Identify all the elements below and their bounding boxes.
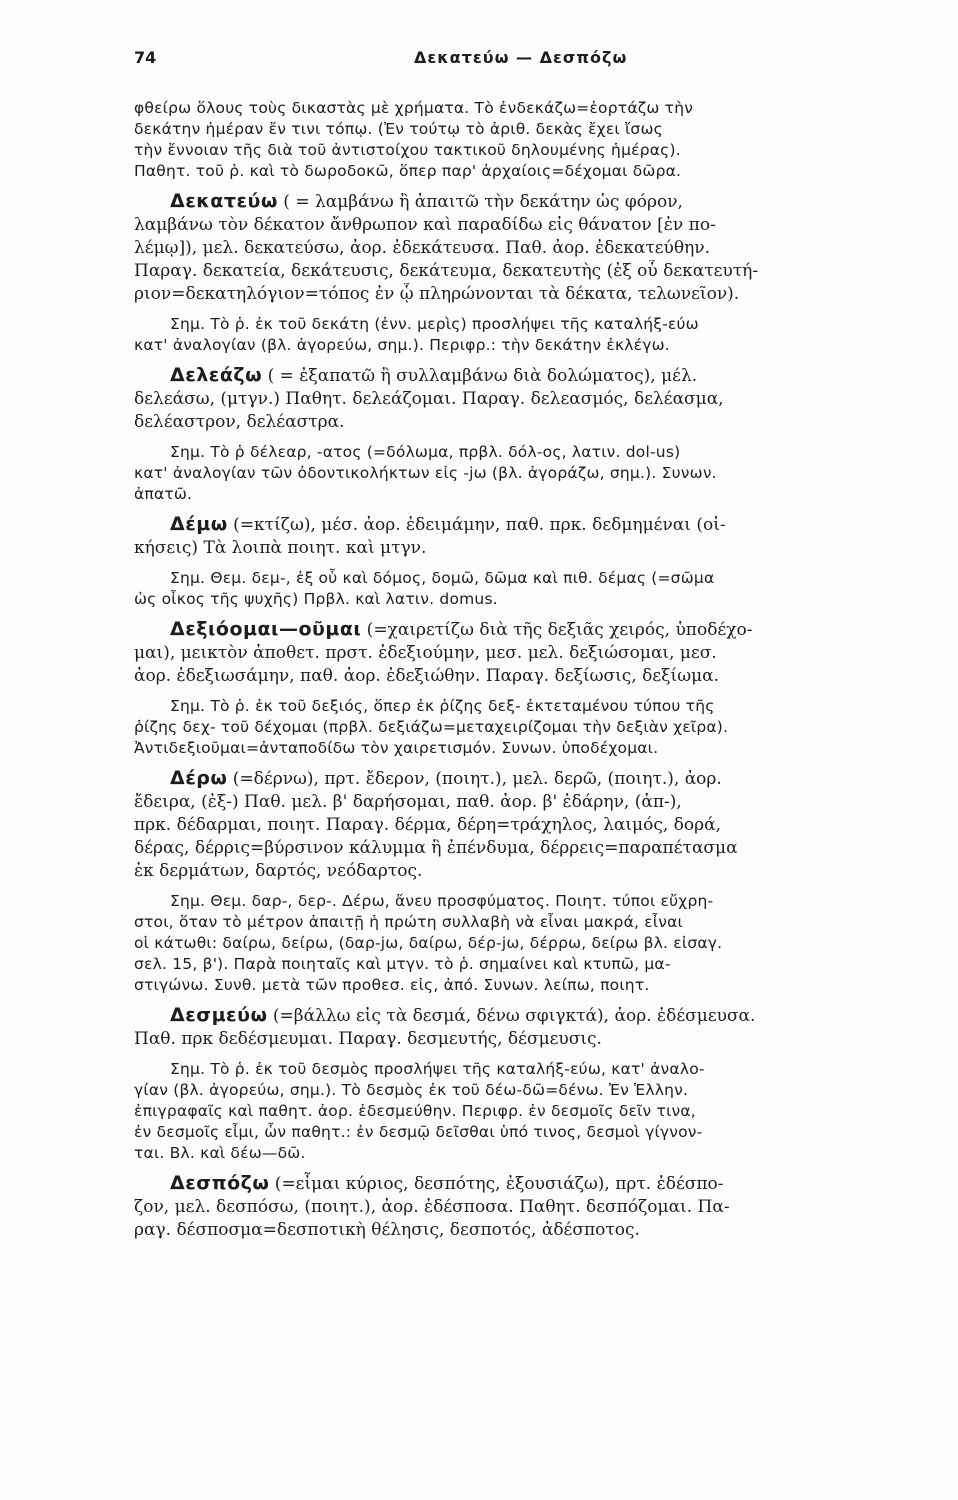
entry-line: στιγώνω. Συνθ. μετὰ τῶν προθεσ. εἰς, ἀπό. Συνων. λείπω, ποιητ. — [134, 976, 650, 994]
entry-line: στοι, ὅταν τὸ μέτρον ἀπαιτῇ ἡ πρώτη συλλαβὴ νὰ εἶναι μακρά, εἶναι — [134, 913, 683, 931]
dictionary-entry — [134, 190, 924, 306]
entry-lemma: Δέμω — [170, 513, 228, 535]
entry-line: πρκ. δέδαρμαι, ποιητ. Παραγ. δέρμα, δέρη=τράχηλος, λαιμός, δορά, — [134, 815, 721, 835]
entry-first-line — [134, 314, 924, 335]
entry-first-text: (=χαιρετίζω διὰ τῆς δεξιᾶς χειρός, ὑποδέχο- — [361, 620, 753, 640]
entry-line: γίαν (βλ. ἀγορεύω, σημ.). Τὸ δεσμὸς ἐκ τοῦ δέω-δῶ=δένω. Ἐν Ἑλλην. — [134, 1081, 689, 1099]
entry-first-text: (=κτίζω), μέσ. ἀορ. ἐδειμάμην, παθ. πρκ. δεδμημέναι (οἰ- — [227, 515, 726, 535]
page-header — [134, 44, 894, 74]
entry-line: τὴν ἔννοιαν τῆς διὰ τοῦ ἀντιστοίχου τακτικοῦ δηλουμένης ἡμέρας). — [134, 141, 681, 159]
entry-note — [134, 696, 924, 759]
entry-line: ται. Βλ. καὶ δέω—δῶ. — [134, 1144, 306, 1162]
entry-note — [134, 1059, 924, 1164]
entry-line: δέρας, δέρρις=βύρσινον κάλυμμα ἢ ἐπένδυμα, δέρρεις=παραπέτασμα — [134, 838, 738, 858]
entry-line: Ἀντιδεξιοῦμαι=ἀνταποδίδω τὸν χαιρετισμόν. Συνων. ὑποδέχομαι. — [134, 739, 659, 757]
entry-line: ἐκ δερμάτων, δαρτός, νεόδαρτος. — [134, 861, 423, 881]
dictionary-entry — [134, 618, 924, 688]
entry-line: ἐν δεσμοῖς εἶμι, ὧν παθητ.: ἐν δεσμῷ δεῖσθαι ὑπό τινος, δεσμοὶ γίγνον- — [134, 1123, 703, 1141]
entry-first-line — [134, 696, 924, 717]
page-number: 74 — [134, 48, 157, 67]
entry-line: δελέαστρον, δελέαστρα. — [134, 412, 345, 432]
entry-line: ζον, μελ. δεσπόσω, (ποιητ.), ἀορ. ἐδέσποσα. Παθητ. δεσπόζομαι. Πα- — [134, 1197, 730, 1217]
entry-lemma: Δέρω — [170, 767, 228, 789]
entry-line: δελεάσω, (μτγν.) Παθητ. δελεάζομαι. Παραγ. δελεασμός, δελέασμα, — [134, 389, 724, 409]
entry-first-line — [134, 1059, 924, 1080]
dictionary-entry — [134, 767, 924, 883]
entry-lemma: Δεσμεύω — [170, 1004, 268, 1026]
entry-lemma: Δεσπόζω — [170, 1172, 270, 1194]
entry-line: κήσεις) Τὰ λοιπὰ ποιητ. καὶ μτγν. — [134, 538, 427, 558]
dictionary-entry — [134, 513, 924, 560]
entry-first-text: Σημ. Τὸ ῥ. ἐκ τοῦ δεξιός, ὅπερ ἐκ ῥίζης δεξ- ἐκτεταμένου τύπου τῆς — [170, 697, 715, 715]
entry-first-text: ( = ἐξαπατῶ ἢ συλλαμβάνω διὰ δολώματος), μέλ. — [262, 366, 698, 386]
entry-line: ἔδειρα, (ἐξ-) Παθ. μελ. β' δαρήσομαι, παθ. ἀορ. β' ἐδάρην, (ἀπ-), — [134, 792, 682, 812]
entry-line: σελ. 15, β'). Παρὰ ποιηταῖς καὶ μτγν. τὸ ῥ. σημαίνει καὶ κτυπῶ, μα- — [134, 955, 671, 973]
entry-first-line — [134, 364, 924, 388]
entry-first-line — [134, 767, 924, 791]
entry-line: κατ' ἀναλογίαν (βλ. ἀγορεύω, σημ.). Περιφρ.: τὴν δεκάτην ἐκλέγω. — [134, 336, 670, 354]
entry-note — [134, 442, 924, 505]
entries-body — [134, 98, 924, 1250]
entry-lemma: Δεξιόομαι—οῦμαι — [170, 618, 362, 640]
entry-first-line — [134, 568, 924, 589]
entry-line: μαι), μεικτὸν ἀποθετ. πρστ. ἐδεξιούμην, μεσ. μελ. δεξιώσομαι, μεσ. — [134, 643, 717, 663]
entry-line: λέμῳ]), μελ. δεκατεύσω, ἀορ. ἐδεκάτευσα. Παθ. ἀορ. ἐδεκατεύθην. — [134, 238, 711, 258]
entry-line: ἀπατῶ. — [134, 485, 193, 503]
entry-line: οἱ κάτωθι: δαίρω, δείρω, (δαρ-jω, δαίρω, δέρ-jω, δέρρω, δείρω βλ. εἰσαγ. — [134, 934, 723, 952]
entry-line: ραγ. δέσποσμα=δεσποτικὴ θέλησις, δεσποτός, ἀδέσποτος. — [134, 1220, 640, 1240]
dictionary-entry — [134, 1172, 924, 1242]
entry-first-line — [134, 190, 924, 214]
entry-line: δεκάτην ἡμέραν ἔν τινι τόπῳ. (Ἐν τούτῳ τὸ ἀριθ. δεκὰς ἔχει ἴσως — [134, 120, 663, 138]
entry-first-line — [134, 891, 924, 912]
entry-first-line — [134, 1172, 924, 1196]
entry-first-text: (=βάλλω εἰς τὰ δεσμά, δένω σφιγκτά), ἀορ. ἐδέσμευσα. — [267, 1006, 756, 1026]
dictionary-entry — [134, 364, 924, 434]
entry-first-text: Σημ. Τὸ ῥ. ἐκ τοῦ δεκάτη (ἐνν. μερὶς) προσλήψει τῆς καταλήξ-εύω — [170, 315, 699, 333]
entry-line: Παθητ. τοῦ ῥ. καὶ τὸ δωροδοκῶ, ὅπερ παρ' ἀρχαίοις=δέχομαι δῶρα. — [134, 162, 682, 180]
entry-first-text: (=εἶμαι κύριος, δεσπότης, ἐξουσιάζω), πρτ. ἐδέσπο- — [269, 1174, 724, 1194]
entry-line: ριον=δεκατηλόγιον=τόπος ἐν ᾧ πληρώνονται τὰ δέκατα, τελωνεῖον). — [134, 284, 740, 304]
entry-first-text: Σημ. Θεμ. δαρ-, δερ-. Δέρω, ἄνευ προσφύματος. Ποιητ. τύποι εὔχρη- — [170, 892, 714, 910]
entry-note — [134, 98, 924, 182]
entry-first-text: Σημ. Τὸ ῥ δέλεαρ, -ατος (=δόλωμα, πρβλ. δόλ-ος, λατιν. dol-us) — [170, 443, 681, 461]
entry-line: κατ' ἀναλογίαν τῶν ὀδοντικολήκτων εἰς -jω (βλ. ἀγοράζω, σημ.). Συνων. — [134, 464, 717, 482]
entry-first-line — [134, 1004, 924, 1028]
entry-line: ἀορ. ἐδεξιωσάμην, παθ. ἀορ. ἐδεξιώθην. Παραγ. δεξίωσις, δεξίωμα. — [134, 666, 720, 686]
entry-line: Παραγ. δεκατεία, δεκάτευσις, δεκάτευμα, δεκατευτὴς (ἐξ οὗ δεκατευτή- — [134, 261, 759, 281]
entry-lemma: Δεκατεύω — [170, 190, 278, 212]
entry-line: λαμβάνω τὸν δέκατον ἄνθρωπον καὶ παραδίδω εἰς θάνατον [ἐν πο- — [134, 215, 716, 235]
entry-first-text: (=δέρνω), πρτ. ἔδερον, (ποιητ.), μελ. δερῶ, (ποιητ.), ἀορ. — [227, 769, 722, 789]
dictionary-entry — [134, 1004, 924, 1051]
entry-line: ἐπιγραφαῖς καὶ παθητ. ἀορ. ἐδεσμεύθην. Περιφρ. ἐν δεσμοῖς δεῖν τινα, — [134, 1102, 696, 1120]
entry-note — [134, 568, 924, 610]
entry-note — [134, 314, 924, 356]
entry-first-line — [134, 618, 924, 642]
running-head: Δεκατεύω — Δεσπόζω — [414, 48, 628, 67]
entry-lemma: Δελεάζω — [170, 364, 263, 386]
entry-first-line — [134, 513, 924, 537]
entry-first-line — [134, 442, 924, 463]
entry-line: Παθ. πρκ δεδέσμευμαι. Παραγ. δεσμευτής, δέσμευσις. — [134, 1029, 602, 1049]
entry-first-text: Σημ. Θεμ. δεμ-, ἐξ οὗ καὶ δόμος, δομῶ, δῶμα καὶ πιθ. δέμας (=σῶμα — [170, 569, 715, 587]
entry-first-text: Σημ. Τὸ ῥ. ἐκ τοῦ δεσμὸς προσλήψει τῆς καταλήξ-εύω, κατ' ἀναλο- — [170, 1060, 705, 1078]
entry-note — [134, 891, 924, 996]
entry-line: ὡς οἶκος τῆς ψυχῆς) Πρβλ. καὶ λατιν. domus. — [134, 590, 498, 608]
entry-line: φθείρω ὅλους τοὺς δικαστὰς μὲ χρήματα. Τὸ ἐνδεκάζω=ἑορτάζω τὴν — [134, 99, 694, 117]
entry-line: ῥίζης δεχ- τοῦ δέχομαι (πρβλ. δεξιάζω=μεταχειρίζομαι τὴν δεξιὰν χεῖρα). — [134, 718, 729, 736]
entry-first-text: ( = λαμβάνω ἢ ἀπαιτῶ τὴν δεκάτην ὡς φόρον, — [277, 192, 683, 212]
